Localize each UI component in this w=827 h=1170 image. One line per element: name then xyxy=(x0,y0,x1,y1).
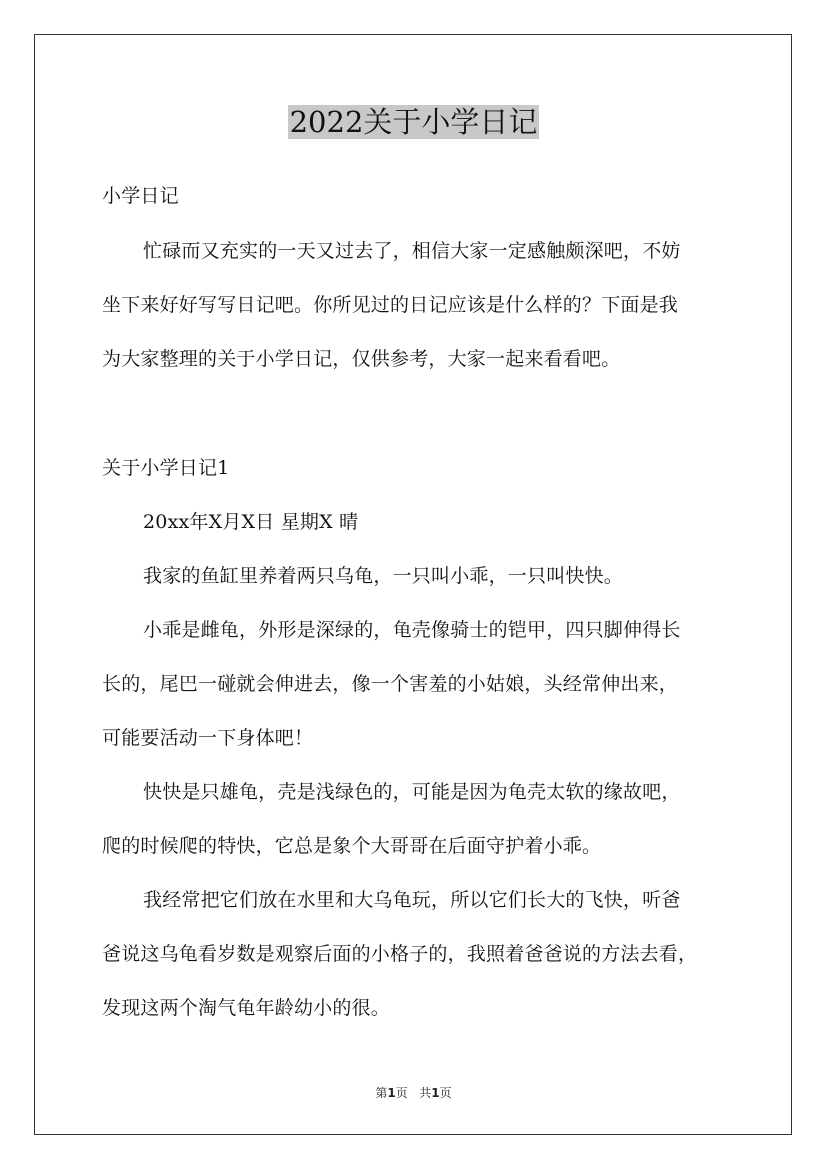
body-line-2: 小乖是雌龟，外形是深绿的，龟壳像骑士的铠甲，四只脚伸得长 xyxy=(143,619,681,641)
document-title-text: 2022关于小学日记 xyxy=(289,105,538,139)
footer-page-number: 1 xyxy=(387,1086,396,1100)
footer-page-suffix: 页 xyxy=(395,1086,408,1100)
body-line-5: 快快是只雄龟，壳是浅绿色的，可能是因为龟壳太软的缘故吧， xyxy=(143,781,681,803)
body-line-3: 长的，尾巴一碰就会伸进去，像一个害羞的小姑娘，头经常伸出来， xyxy=(102,673,679,695)
section-heading: 小学日记 xyxy=(102,185,179,207)
body-line-7: 我经常把它们放在水里和大乌龟玩，所以它们长大的飞快，听爸 xyxy=(143,889,681,911)
document-title xyxy=(0,100,827,144)
body-line-8: 爸说这乌龟看岁数是观察后面的小格子的，我照着爸爸说的方法去看， xyxy=(102,943,698,965)
footer-total-suffix: 页 xyxy=(439,1086,452,1100)
intro-line-3: 为大家整理的关于小学日记，仅供参考，大家一起来看看吧。 xyxy=(102,348,621,370)
footer-page-prefix: 第 xyxy=(375,1086,388,1100)
body-line-1: 我家的鱼缸里养着两只乌龟，一只叫小乖，一只叫快快。 xyxy=(143,565,624,587)
diary-date-line: 20xx年X月X日 星期X 晴 xyxy=(143,511,359,533)
footer-total-prefix: 共 xyxy=(419,1086,432,1100)
body-line-6: 爬的时候爬的特快，它总是象个大哥哥在后面守护着小乖。 xyxy=(102,835,602,857)
intro-line-2: 坐下来好好写写日记吧。你所见过的日记应该是什么样的？下面是我 xyxy=(102,294,679,316)
footer-total-number: 1 xyxy=(431,1086,440,1100)
page-footer xyxy=(0,1084,827,1101)
diary-heading: 关于小学日记1 xyxy=(102,457,230,479)
intro-line-1: 忙碌而又充实的一天又过去了，相信大家一定感触颇深吧，不妨 xyxy=(143,240,681,262)
body-line-9: 发现这两个淘气龟年龄幼小的很。 xyxy=(102,997,391,1019)
body-line-4: 可能要活动一下身体吧！ xyxy=(102,727,314,749)
